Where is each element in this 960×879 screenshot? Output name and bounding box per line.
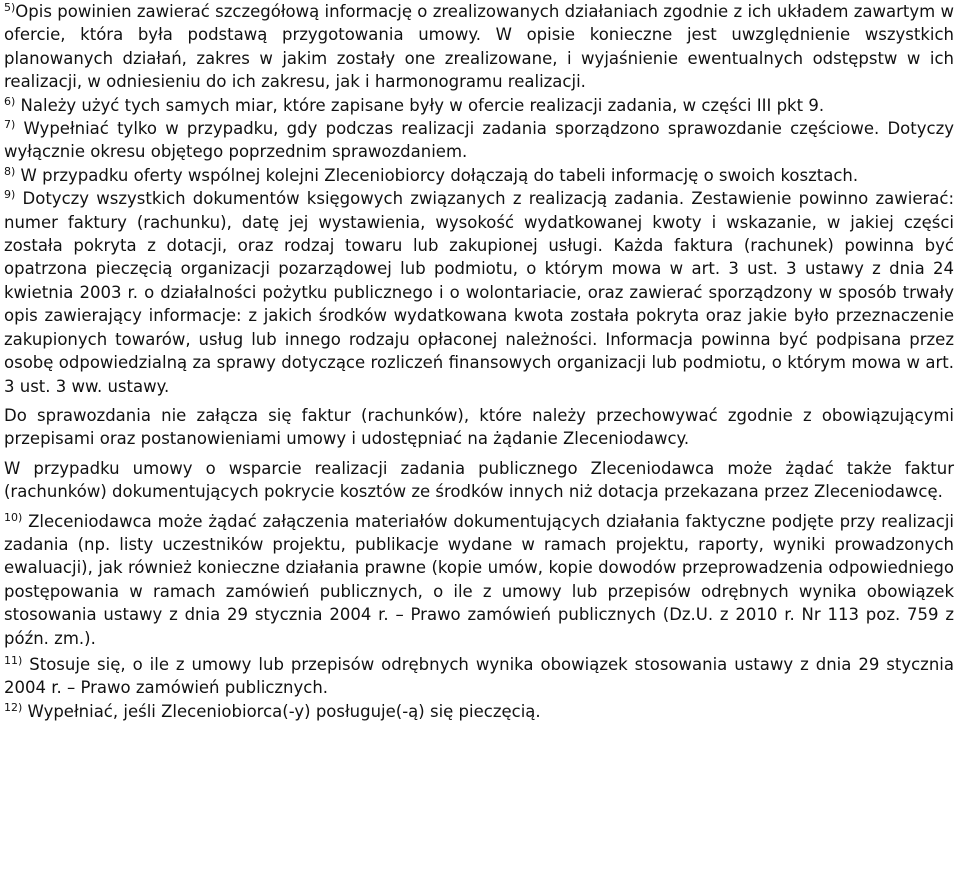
footnote-text: Opis powinien zawierać szczegółową informację o zrealizowanych działaniach zgodnie z ich układem zawartym w ofercie, która była podstawą przygotowania umowy. W opisie konieczne jest uwzględnienie wszystkich planowanych działań, zakres w jakim zostały one zrealizowane, i wyjaśnienie ewentualnych odstępstw w ich realizacji, w odniesieniu do ich zakresu, jak i harmonogramu realizacji. <box>4 2 954 92</box>
footnote-10 <box>4 510 954 650</box>
paragraph-invoices-request: W przypadku umowy o wsparcie realizacji zadania publicznego Zleceniodawca może żądać także faktur (rachunków) dokumentujących pokrycie kosztów ze środków innych niż dotacja przekazana przez Zleceniodawcę. <box>4 458 954 502</box>
footnote-text: Dotyczy wszystkich dokumentów księgowych związanych z realizacją zadania. Zestawienie powinno zawierać: numer faktury (rachunku), datę jej wystawienia, wysokość wydatkowanej kwoty i wskazanie, w jakiej części została pokryta z dotacji, oraz rodzaj towaru lub zakupionej usługi. Każda faktura (rachunek) powinna być opatrzona pieczęcią organizacji pozarządowej lub podmiotu, o którym mowa w art. 3 ust. 3 ustawy z dnia 24 kwietnia 2003 r. o działalności pożytku publicznego i o wolontariacie, oraz zawierać sporządzony w sposób trwały opis zawierający informacje: z jakich środków wydatkowana kwota została pokryta oraz jakie było przeznaczenie zakupionych towarów, usług lub innego rodzaju opłaconej należności. Informacja powinna być podpisana przez osobę odpowiedzialną za sprawy dotyczące rozliczeń finansowych organizacji lub podmiotu, o którym mowa w art. 3 ust. 3 ww. ustawy. <box>4 189 955 396</box>
footnote-marker: 9) <box>4 188 16 202</box>
footnote-7 <box>4 117 954 164</box>
footnote-marker: 11) <box>4 653 23 667</box>
footnote-marker: 10) <box>4 510 23 524</box>
footnote-marker: 12) <box>4 700 23 714</box>
footnote-text: Zleceniodawca może żądać załączenia materiałów dokumentujących działania faktyczne podjęte przy realizacji zadania (np. listy uczestników projektu, publikacje wydane w ramach projektu, raporty, wyniki prowadzonych ewaluacji), jak również konieczne działania prawne (kopie umów, kopie dowodów przeprowadzenia odpowiedniego postępowania w ramach zamówień publicznych, o ile z umowy lub przepisów odrębnych wynika obowiązek stosowania ustawy z dnia 29 stycznia 2004 r. – Prawo zamówień publicznych (Dz.U. z 2010 r. Nr 113 poz. 759 z późn. zm.). <box>4 511 954 648</box>
footnote-text: Należy użyć tych samych miar, które zapisane były w ofercie realizacji zadania, w części III pkt 9. <box>20 95 825 115</box>
footnote-text: Wypełniać tylko w przypadku, gdy podczas realizacji zadania sporządzono sprawozdanie częściowe. Dotyczy wyłącznie okresu objętego poprzednim sprawozdaniem. <box>4 119 954 162</box>
footnote-11 <box>4 653 954 700</box>
footnote-marker: 7) <box>4 118 16 132</box>
footnote-8 <box>4 164 954 187</box>
footnote-text: Stosuje się, o ile z umowy lub przepisów odrębnych wynika obowiązek stosowania ustawy z dnia 29 stycznia 2004 r. – Prawo zamówień publicznych. <box>4 654 954 698</box>
footnote-marker: 8) <box>4 164 16 178</box>
footnote-12 <box>4 700 954 723</box>
footnote-marker: 6) <box>4 94 16 108</box>
footnote-marker: 5) <box>4 1 16 14</box>
paragraph-invoices-storage: Do sprawozdania nie załącza się faktur (rachunków), które należy przechowywać zgodnie z obowiązującymi przepisami oraz postanowieniami umowy i udostępniać na żądanie Zleceniodawcy. <box>4 405 954 449</box>
footnote-text: W przypadku oferty wspólnej kolejni Zleceniobiorcy dołączają do tabeli informację o swoich kosztach. <box>20 165 859 185</box>
footnote-5 <box>4 0 954 94</box>
footnote-9 <box>4 187 954 398</box>
footnote-6 <box>4 94 954 117</box>
footnote-text: Wypełniać, jeśli Zleceniobiorca(-y) posługuje(-ą) się pieczęcią. <box>27 701 541 721</box>
